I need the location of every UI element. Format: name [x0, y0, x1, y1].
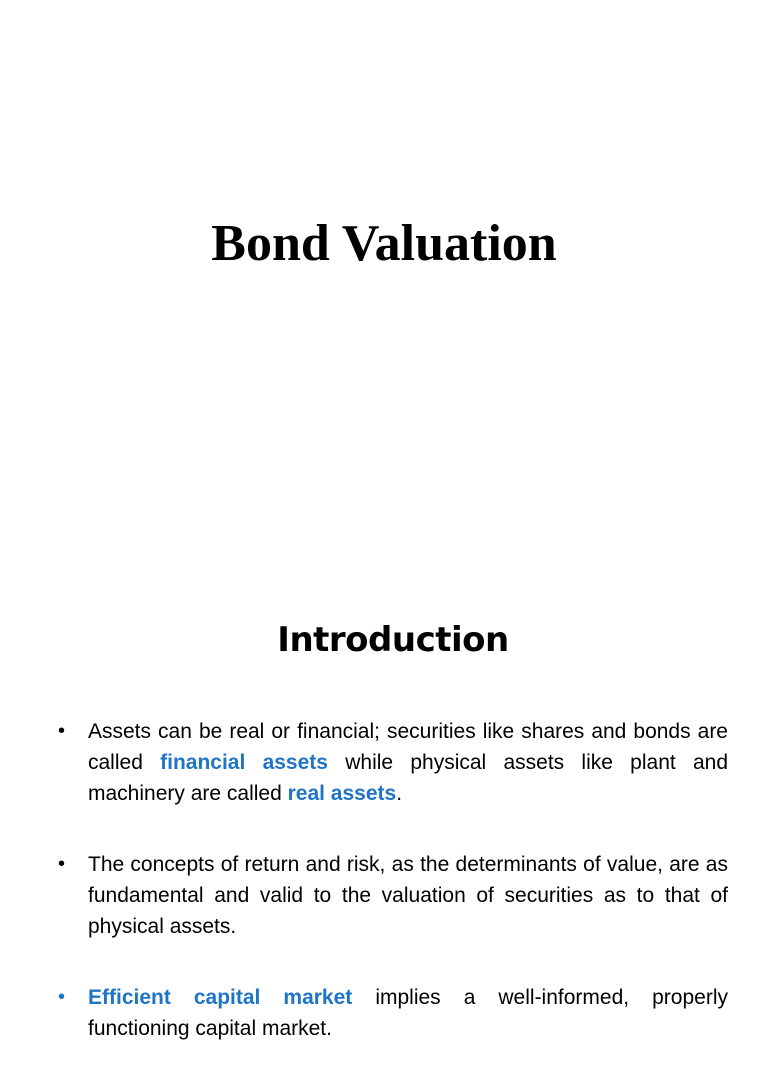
bullet-dot-icon: •: [58, 720, 66, 742]
bullet-text: The concepts of return and risk, as the determinants of value, are as fundamental and valid to the valuation of securities as to that of physical assets.: [88, 853, 728, 938]
highlight-term: real assets: [287, 782, 397, 805]
slide-title: Bond Valuation: [211, 215, 557, 272]
section-heading: Introduction: [277, 620, 509, 660]
bullet-text: .: [396, 782, 403, 805]
bullet-item: [0, 982, 768, 1044]
highlight-term: financial assets: [160, 751, 328, 774]
bullet-item: [0, 716, 768, 809]
bullet-item: [0, 849, 768, 942]
bullet-list: [0, 716, 768, 1084]
bullet-dot-icon: •: [58, 986, 66, 1008]
highlight-term: Efficient capital market: [88, 986, 353, 1009]
bullet-text: while physical assets like plant and machinery are called: [88, 751, 728, 805]
bullet-text: Assets can be real or financial; securities like shares and bonds are called: [88, 720, 728, 774]
bullet-dot-icon: •: [58, 853, 66, 875]
bullet-text: implies a well-informed, properly functioning capital market.: [88, 986, 728, 1040]
